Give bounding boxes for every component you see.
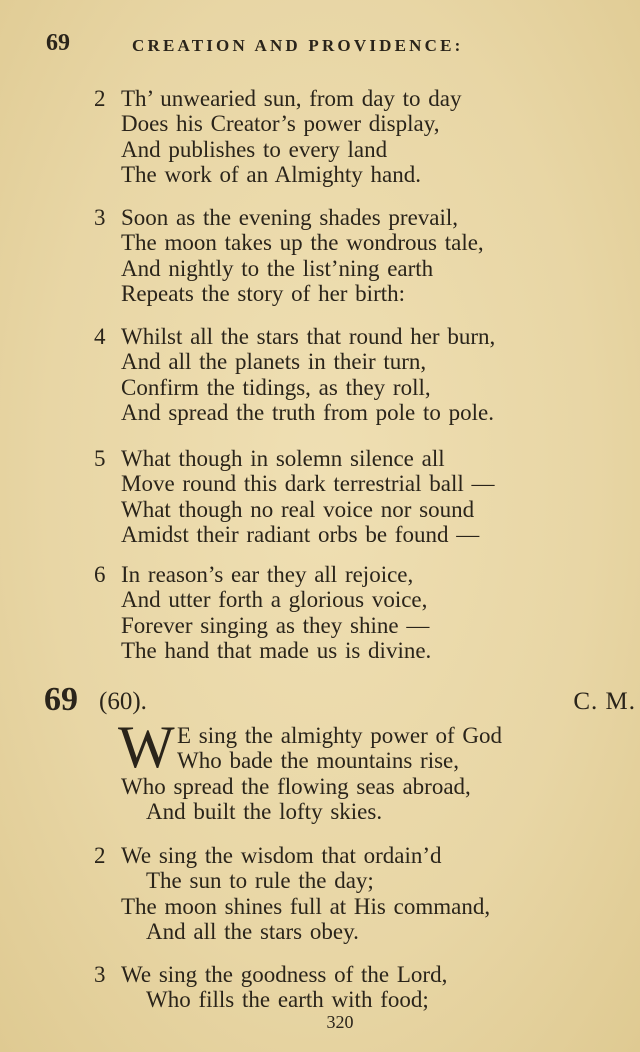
stanza-number: 4 — [94, 324, 106, 349]
stanza-3 — [0, 205, 640, 306]
running-head — [46, 30, 606, 60]
verse-line: Does his Creator’s power display, — [121, 111, 440, 137]
stanza-number: 6 — [94, 562, 106, 587]
stanza-6 — [0, 562, 640, 663]
verse-line: Th’ unwearied sun, from day to day — [121, 86, 462, 111]
hymn-stanza-3 — [0, 962, 640, 1013]
page-number: 320 — [326, 1012, 354, 1032]
stanza-2 — [0, 86, 640, 187]
stanza-number: 3 — [94, 205, 106, 230]
verse-line: And built the lofty skies. — [146, 798, 383, 824]
verse-line: And spread the truth from pole to pole. — [121, 399, 494, 425]
verse-line: And publishes to every land — [121, 136, 388, 162]
verse-line: The moon takes up the wondrous tale, — [121, 230, 484, 256]
running-head-title: CREATION AND PROVIDENCE: — [132, 36, 464, 55]
verse-line: E sing the almighty power of God — [177, 723, 503, 748]
verse-line: Repeats the story of her birth: — [121, 280, 406, 306]
verse-line: And utter forth a glorious voice, — [121, 587, 428, 613]
hymn-original-number: (60). — [99, 688, 147, 715]
stanza-number: 2 — [94, 843, 106, 868]
verse-line: And all the stars obey. — [146, 918, 359, 944]
hymn-stanza-2 — [0, 843, 640, 944]
verse-line: Move round this dark terrestrial ball — — [121, 471, 495, 497]
verse-line: And all the planets in their turn, — [121, 349, 427, 375]
stanza-5 — [0, 446, 640, 547]
running-head-number: 69 — [46, 30, 70, 56]
drop-cap: W — [118, 714, 175, 780]
hymn-stanza-1 — [0, 723, 640, 824]
verse-line: Whilst all the stars that round her burn, — [121, 324, 496, 349]
verse-line: The moon shines full at His command, — [121, 893, 491, 919]
verse-line: Who bade the mountains rise, — [177, 748, 460, 774]
verse-line: Who fills the earth with food; — [146, 987, 429, 1013]
verse-line: The sun to rule the day; — [146, 868, 374, 894]
verse-line: Amidst their radiant orbs be found — — [121, 521, 480, 547]
stanza-number: 2 — [94, 86, 106, 111]
verse-line: The hand that made us is divine. — [121, 637, 432, 663]
verse-line: What though in solemn silence all — [121, 446, 445, 471]
hymn-meter: C. M. — [573, 688, 636, 715]
verse-line: In reason’s ear they all rejoice, — [121, 562, 414, 587]
verse-line: We sing the goodness of the Lord, — [121, 962, 448, 987]
stanza-number: 3 — [94, 962, 106, 987]
verse-line: Soon as the evening shades prevail, — [121, 205, 459, 230]
verse-line: And nightly to the list’ning earth — [121, 255, 434, 281]
verse-line: Who spread the flowing seas abroad, — [121, 773, 471, 799]
stanza-4 — [0, 324, 640, 425]
stanza-number: 5 — [94, 446, 106, 471]
verse-line: The work of an Almighty hand. — [121, 161, 422, 187]
verse-line: We sing the wisdom that ordain’d — [121, 843, 442, 868]
hymn-number: 69 — [44, 681, 78, 718]
verse-line: Confirm the tidings, as they roll, — [121, 374, 431, 400]
verse-line: Forever singing as they shine — — [121, 612, 430, 638]
verse-line: What though no real voice nor sound — [121, 496, 475, 522]
